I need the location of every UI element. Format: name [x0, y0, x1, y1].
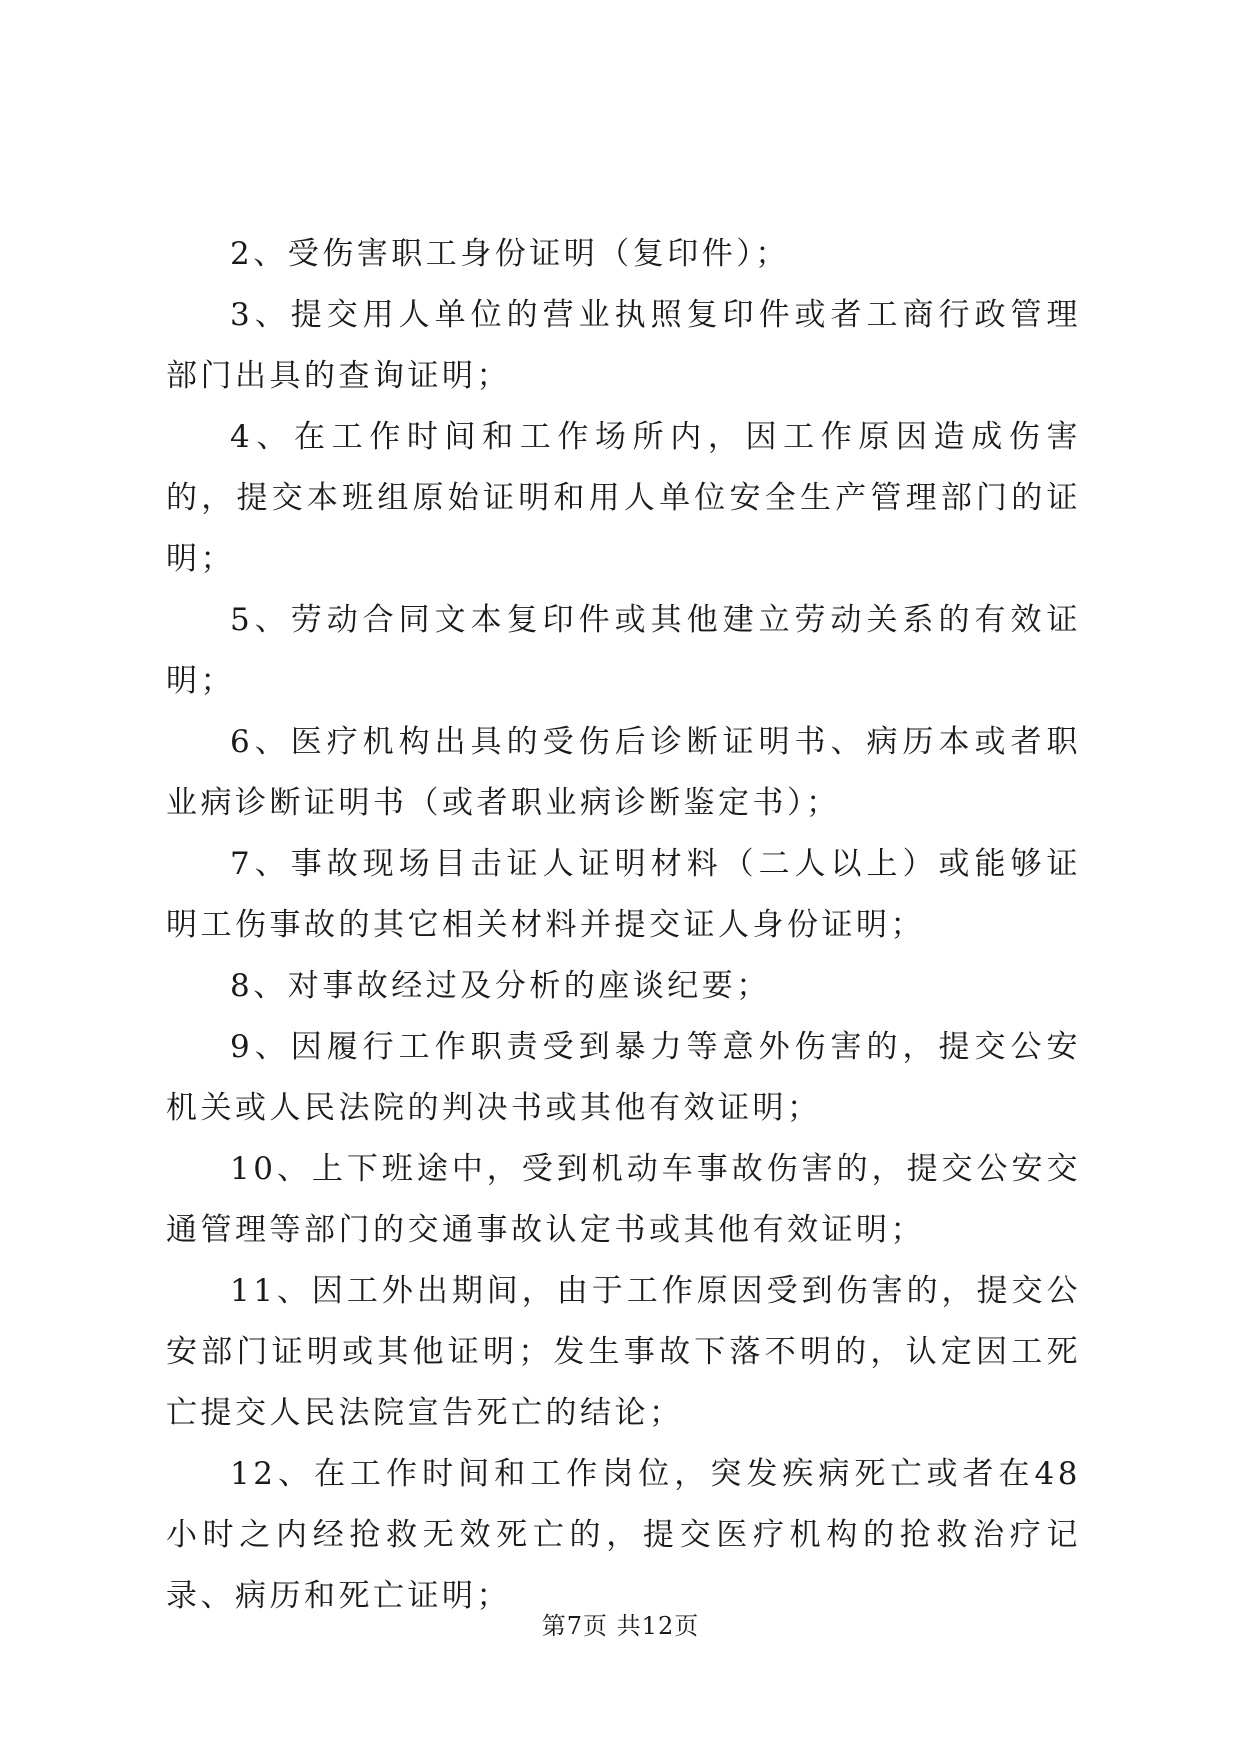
list-item-3: 3、提交用人单位的营业执照复印件或者工商行政管理部门出具的查询证明；: [166, 297, 1081, 394]
list-item-5: 5、劳动合同文本复印件或其他建立劳动关系的有效证明；: [166, 602, 1081, 699]
list-item-9: 9、因履行工作职责受到暴力等意外伤害的，提交公安机关或人民法院的判决书或其他有效证明；: [166, 1029, 1081, 1126]
page-number-footer: 第7页 共12页: [541, 1612, 700, 1640]
document-body: [166, 224, 1081, 1627]
list-item-4: 4、在工作时间和工作场所内，因工作原因造成伤害的，提交本班组原始证明和用人单位安全生产管理部门的证明；: [166, 419, 1081, 577]
list-item-10: 10、上下班途中，受到机动车事故伤害的，提交公安交通管理等部门的交通事故认定书或其他有效证明；: [166, 1151, 1081, 1248]
list-item-6: 6、医疗机构出具的受伤后诊断证明书、病历本或者职业病诊断证明书（或者职业病诊断鉴定书）；: [166, 724, 1081, 821]
list-item-2: 2、受伤害职工身份证明（复印件）；: [230, 236, 790, 272]
list-item-8: 8、对事故经过及分析的座谈纪要；: [230, 968, 771, 1004]
list-item-11: 11、因工外出期间，由于工作原因受到伤害的，提交公安部门证明或其他证明；发生事故下落不明的，认定因工死亡提交人民法院宣告死亡的结论；: [166, 1273, 1081, 1431]
list-item-7: 7、事故现场目击证人证明材料（二人以上）或能够证明工伤事故的其它相关材料并提交证人身份证明；: [166, 846, 1081, 943]
list-item-12: 12、在工作时间和工作岗位，突发疾病死亡或者在48小时之内经抢救无效死亡的，提交医疗机构的抢救治疗记录、病历和死亡证明；: [166, 1456, 1081, 1614]
